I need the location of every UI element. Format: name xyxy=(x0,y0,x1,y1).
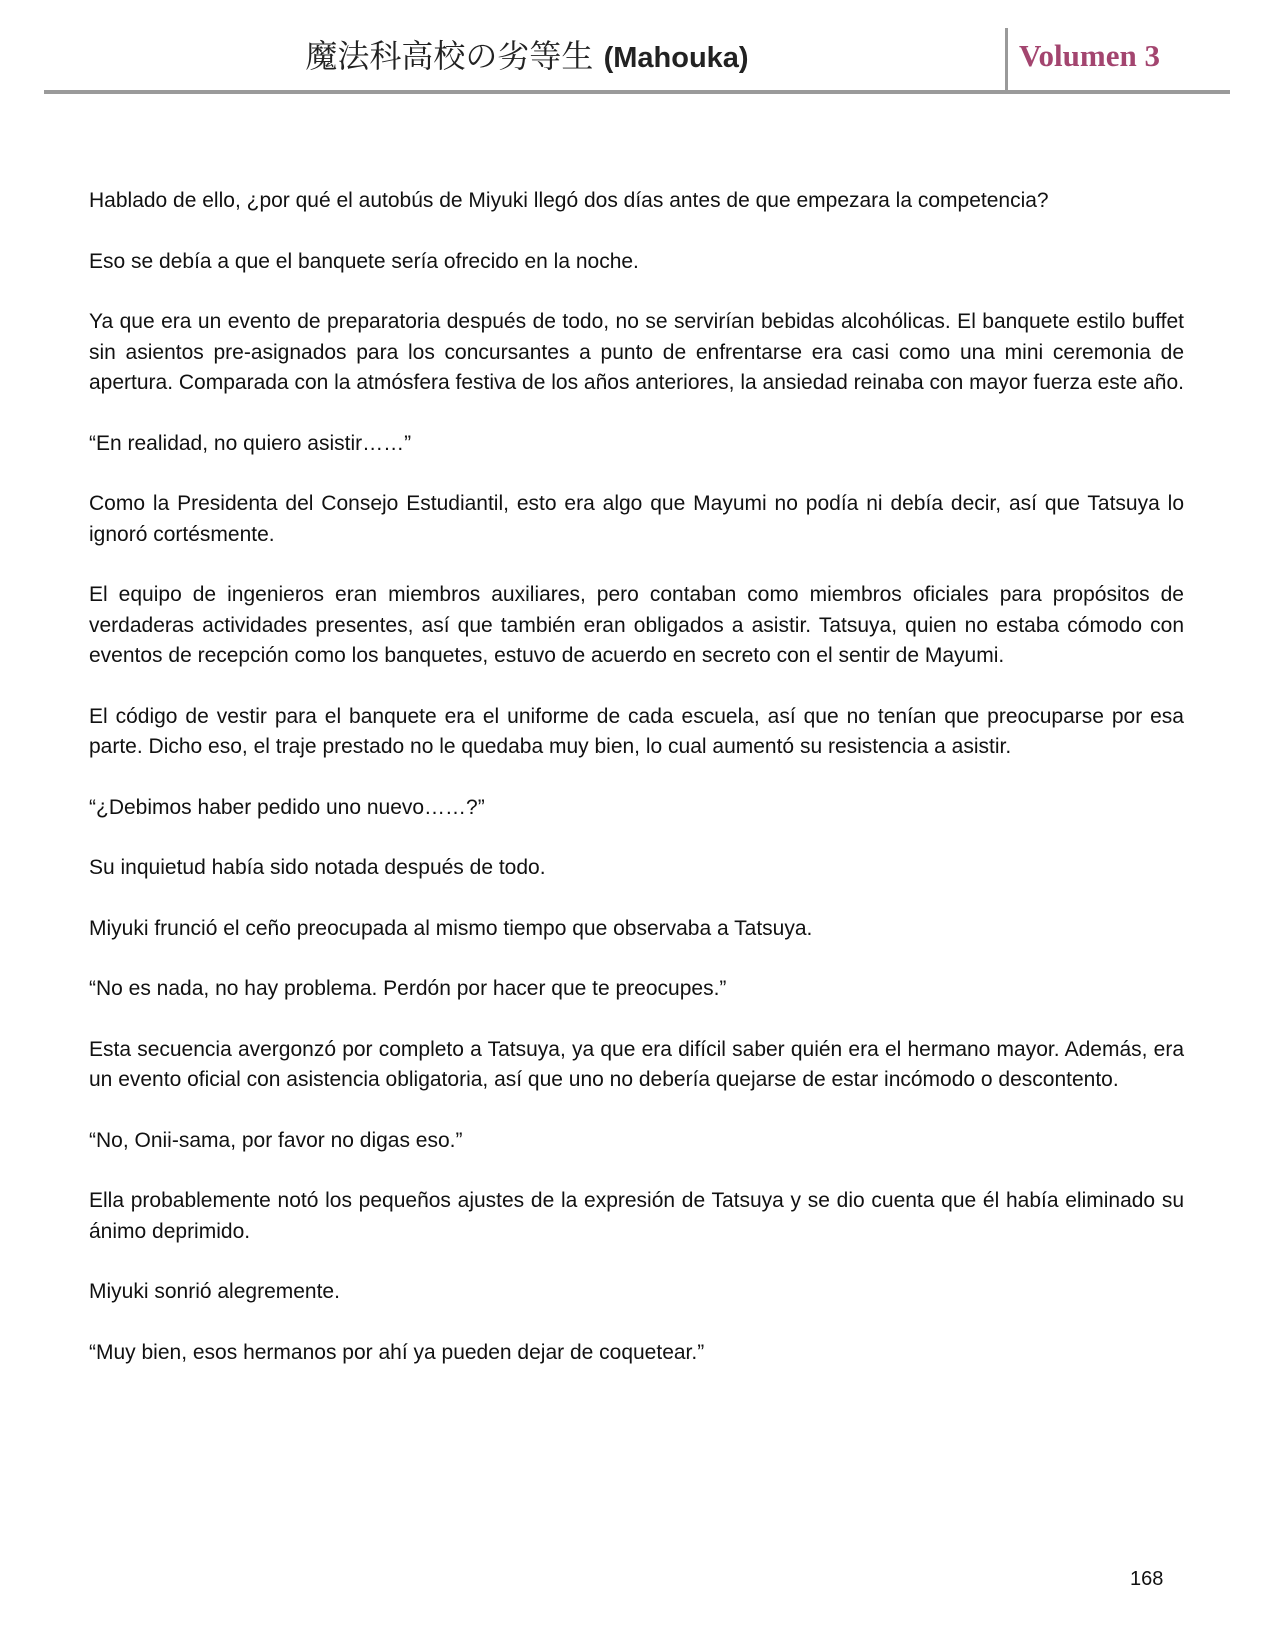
header-divider xyxy=(1005,28,1008,92)
book-title xyxy=(44,34,1010,80)
paragraph: El código de vestir para el banquete era el uniforme de cada escuela, así que no tenían que preocuparse por esa parte. Dicho eso, el traje prestado no le quedaba muy bien, lo cual aumentó su resistencia a asistir. xyxy=(89,704,1184,758)
paragraph: “¿Debimos haber pedido uno nuevo……?” xyxy=(89,795,485,819)
paragraph: Eso se debía a que el banquete sería ofrecido en la noche. xyxy=(89,249,639,273)
paragraph: Miyuki sonrió alegremente. xyxy=(89,1280,340,1303)
paragraph: Su inquietud había sido notada después de todo. xyxy=(89,856,546,879)
page-body xyxy=(89,186,1184,1398)
paragraph: El equipo de ingenieros eran miembros auxiliares, pero contaban como miembros oficiales para propósitos de verdaderas actividades presentes, así que también eran obligados a asistir. Tatsuya, quien no estaba cómodo con eventos de recepción como los banquetes, estuvo de acuerdo en secreto con el sentir de Mayumi. xyxy=(89,583,1184,667)
paragraph: “En realidad, no quiero asistir……” xyxy=(89,431,412,455)
paragraph: Hablado de ello, ¿por qué el autobús de Miyuki llegó dos días antes de que empezara la competencia? xyxy=(89,189,1049,212)
book-title-japanese: 魔法科高校の劣等生 xyxy=(305,37,594,75)
paragraph: Miyuki frunció el ceño preocupada al mismo tiempo que observaba a Tatsuya. xyxy=(89,916,813,940)
paragraph: “No es nada, no hay problema. Perdón por hacer que te preocupes.” xyxy=(89,977,727,1000)
header-rule xyxy=(44,90,1230,94)
paragraph: Como la Presidenta del Consejo Estudiantil, esto era algo que Mayumi no podía ni debía decir, así que Tatsuya lo ignoró cortésmente. xyxy=(89,492,1184,546)
page-number: 168 xyxy=(1130,1568,1164,1590)
book-title-latin: (Mahouka) xyxy=(603,42,749,74)
volume-label: Volumen 3 xyxy=(1019,38,1160,73)
page-header xyxy=(44,26,1230,96)
paragraph: “No, Onii-sama, por favor no digas eso.” xyxy=(89,1128,463,1152)
paragraph: Ella probablemente notó los pequeños ajustes de la expresión de Tatsuya y se dio cuenta que él había eliminado su ánimo deprimido. xyxy=(89,1189,1184,1243)
paragraph: Ya que era un evento de preparatoria después de todo, no se servirían bebidas alcohólicas. El banquete estilo buffet sin asientos pre-asignados para los concursantes a punto de enfrentarse era casi como una mini ceremonia de apertura. Comparada con la atmósfera festiva de los años anteriores, la ansiedad reinaba con mayor fuerza este año. xyxy=(89,310,1184,394)
paragraph: “Muy bien, esos hermanos por ahí ya pueden dejar de coquetear.” xyxy=(89,1340,705,1364)
paragraph: Esta secuencia avergonzó por completo a Tatsuya, ya que era difícil saber quién era el hermano mayor. Además, era un evento oficial con asistencia obligatoria, así que uno no debería quejarse de estar incómodo o descontento. xyxy=(89,1037,1184,1091)
